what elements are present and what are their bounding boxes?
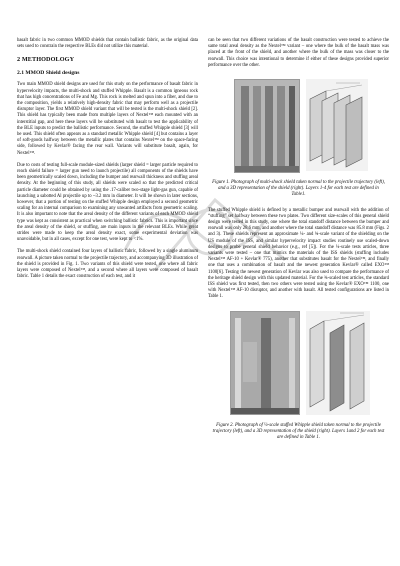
body-paragraph-stuffed-whipple: The stuffed Whipple shield is defined by a metallic bumper and rearwall with the addition of “stuffing” set halfway between these two plates. Two different size-scales of this general shield design were tested in this study, one where the total standoff distance between the bumper and rearwall was only 28.6 mm, and another where the total standoff distance was 85.8 mm (Figs. 2 and 3). These shields represent an approximate ¼- and ¾-scale variant of the shielding on the US module of the ISS, and similar hypervelocity impact studies routinely use scaled-down designs to probe general shield behavior (e.g., ref [5]). For the ¼-scale tests articles, three variants were tested – one that mimics the materials of the ISS shields (stuffing includes Nextel™ AF-10 + Kevlar® 775), another that substitutes basalt for the Nextel™, and finally one that uses a combination of basalt and the newest generation Kevlar® called EXO™ 1100[6]. Testing the newest generation of Kevlar was also used to compare the performance of the heritage shield design with this updated material. For the ¾-scaled test articles, the standard ISS shield was first tested, then two others were tested using the Kevlar® EXO™ 1100, one with Nextel™ AF-10 disruptor, and another with basalt. All tested configurations are listed in Table 1. xyxy=(208,207,389,300)
figure-2-photograph xyxy=(230,311,300,415)
figure-2-caption: Figure 2. Photograph of ¼-scale stuffed Whipple shield taken normal to the projectile trajectory (left), and a 3D representation of the shield (right). Layers 1and 2 for each test are defined in Table 1. xyxy=(212,422,385,441)
figure-1-photograph xyxy=(234,79,300,173)
subsection-heading: 2.1 MMOD Shield designs xyxy=(17,70,80,77)
figure-2-3d-render xyxy=(306,311,370,415)
right-column xyxy=(208,38,389,450)
section-heading: 2 METHODOLOGY xyxy=(17,56,75,64)
left-column xyxy=(17,38,198,287)
body-paragraph-scaling: Due to costs of testing full-scale module-sized shields (larger shield = larger particle required to reach shield failure = larger gun need to launch projectile) all components of the shields have been geometrically scaled down, including the bumper and rearwall thickness and stuffing areal density. At the beginning of this study, all shields were scaled so that the predicted critical particle diameter could be obtained by using the .17-caliber two-stage light-gas gun, capable of launching a sabotted Al projectile up to ~3.2 mm in diameter. It will be shown in later sections, however, that a portion of testing on the stuffed Whipple design employed a second geometric scaling for an internal comparison to examining any unwanted artifacts from geometric scaling. It is also important to note that the areal density of the different variants of each MMOD shield type was kept as consistent as practical when switching ballistic fabrics. This is important since the areal density of the shield, or stuffing, are main inputs in the relevant BLEs. While great strides were made to keep the areal density exact, some experimental deviation was unavoidable, but in all cases, except for one test, were kept to <1%. xyxy=(17,162,198,243)
body-paragraph-shield-designs: Two main MMOD shield designs are used for this study on the performance of basalt fabric in hypervelocity impacts, the multi-shock and stuffed Whipple. Basalt is a common igneous rock that has high concentrations of Fe and Mg. This rock is melted and spun into a fiber, and due to the composition, yields a relatively high-density fabric that may perform well as a projectile disruptor layer. The first MMOD shield variant that will be tested is the multi-shock shield [2]. This shield has typically been made from multiple layers of Nextel™ each mounted with an interstitial gap, and here these layers will be substituted with basalt to test the applicability of the BLE inputs to predict the ballistic performance. Second, the stuffed Whipple shield [3] will be used. This shield often appears as a standard metallic Whipple shield [4] but contains a layer of soft-goods halfway between the metallic plates that contains Nextel™ on the space-facing side, followed by Kevlar® facing the rear wall. Variants will substitute basalt, again, for Nextel™. xyxy=(17,82,198,156)
figure-2 xyxy=(208,307,389,420)
body-paragraph-multishock: The multi-shock shield contained four layers of ballistic fabric, followed by a single aluminum rearwall. A picture taken normal to the projectile trajectory, and accompanying 3D illustration of the shield is provided in Fig. 1. Two variants of this shield were tested, one where all fabric layers were composed of Nextel™, and a second where all layers were composed of basalt fabric. Table 1 details the exact construction of each test, and it xyxy=(17,249,199,280)
intro-paragraph: basalt fabric in two common MMOD shields that contain ballistic fabric, as the original data sets used to constrain the respective BLEs did not utilize this material. xyxy=(17,38,198,50)
figure-1 xyxy=(208,75,389,177)
figure-1-3d-render xyxy=(306,79,368,171)
body-paragraph-basalt-variants: can be seen that two different variations of the basalt construction were tested to achieve the same total areal density as the Nextel™ variant – one where the bulk of the basalt mass was placed at the front of the shield, and another where the bulk of the mass was closer to the rearwall. This choice was intentional to determine if either of these designs provided superior performance over the other. xyxy=(208,38,389,68)
figure-1-caption: Figure 1. Photograph of multi-shock shield taken normal to the projectile trajectory (left), and a 3D representation of the shield (right). Layers 1-4 for each test are defined in Table1. xyxy=(212,180,385,198)
